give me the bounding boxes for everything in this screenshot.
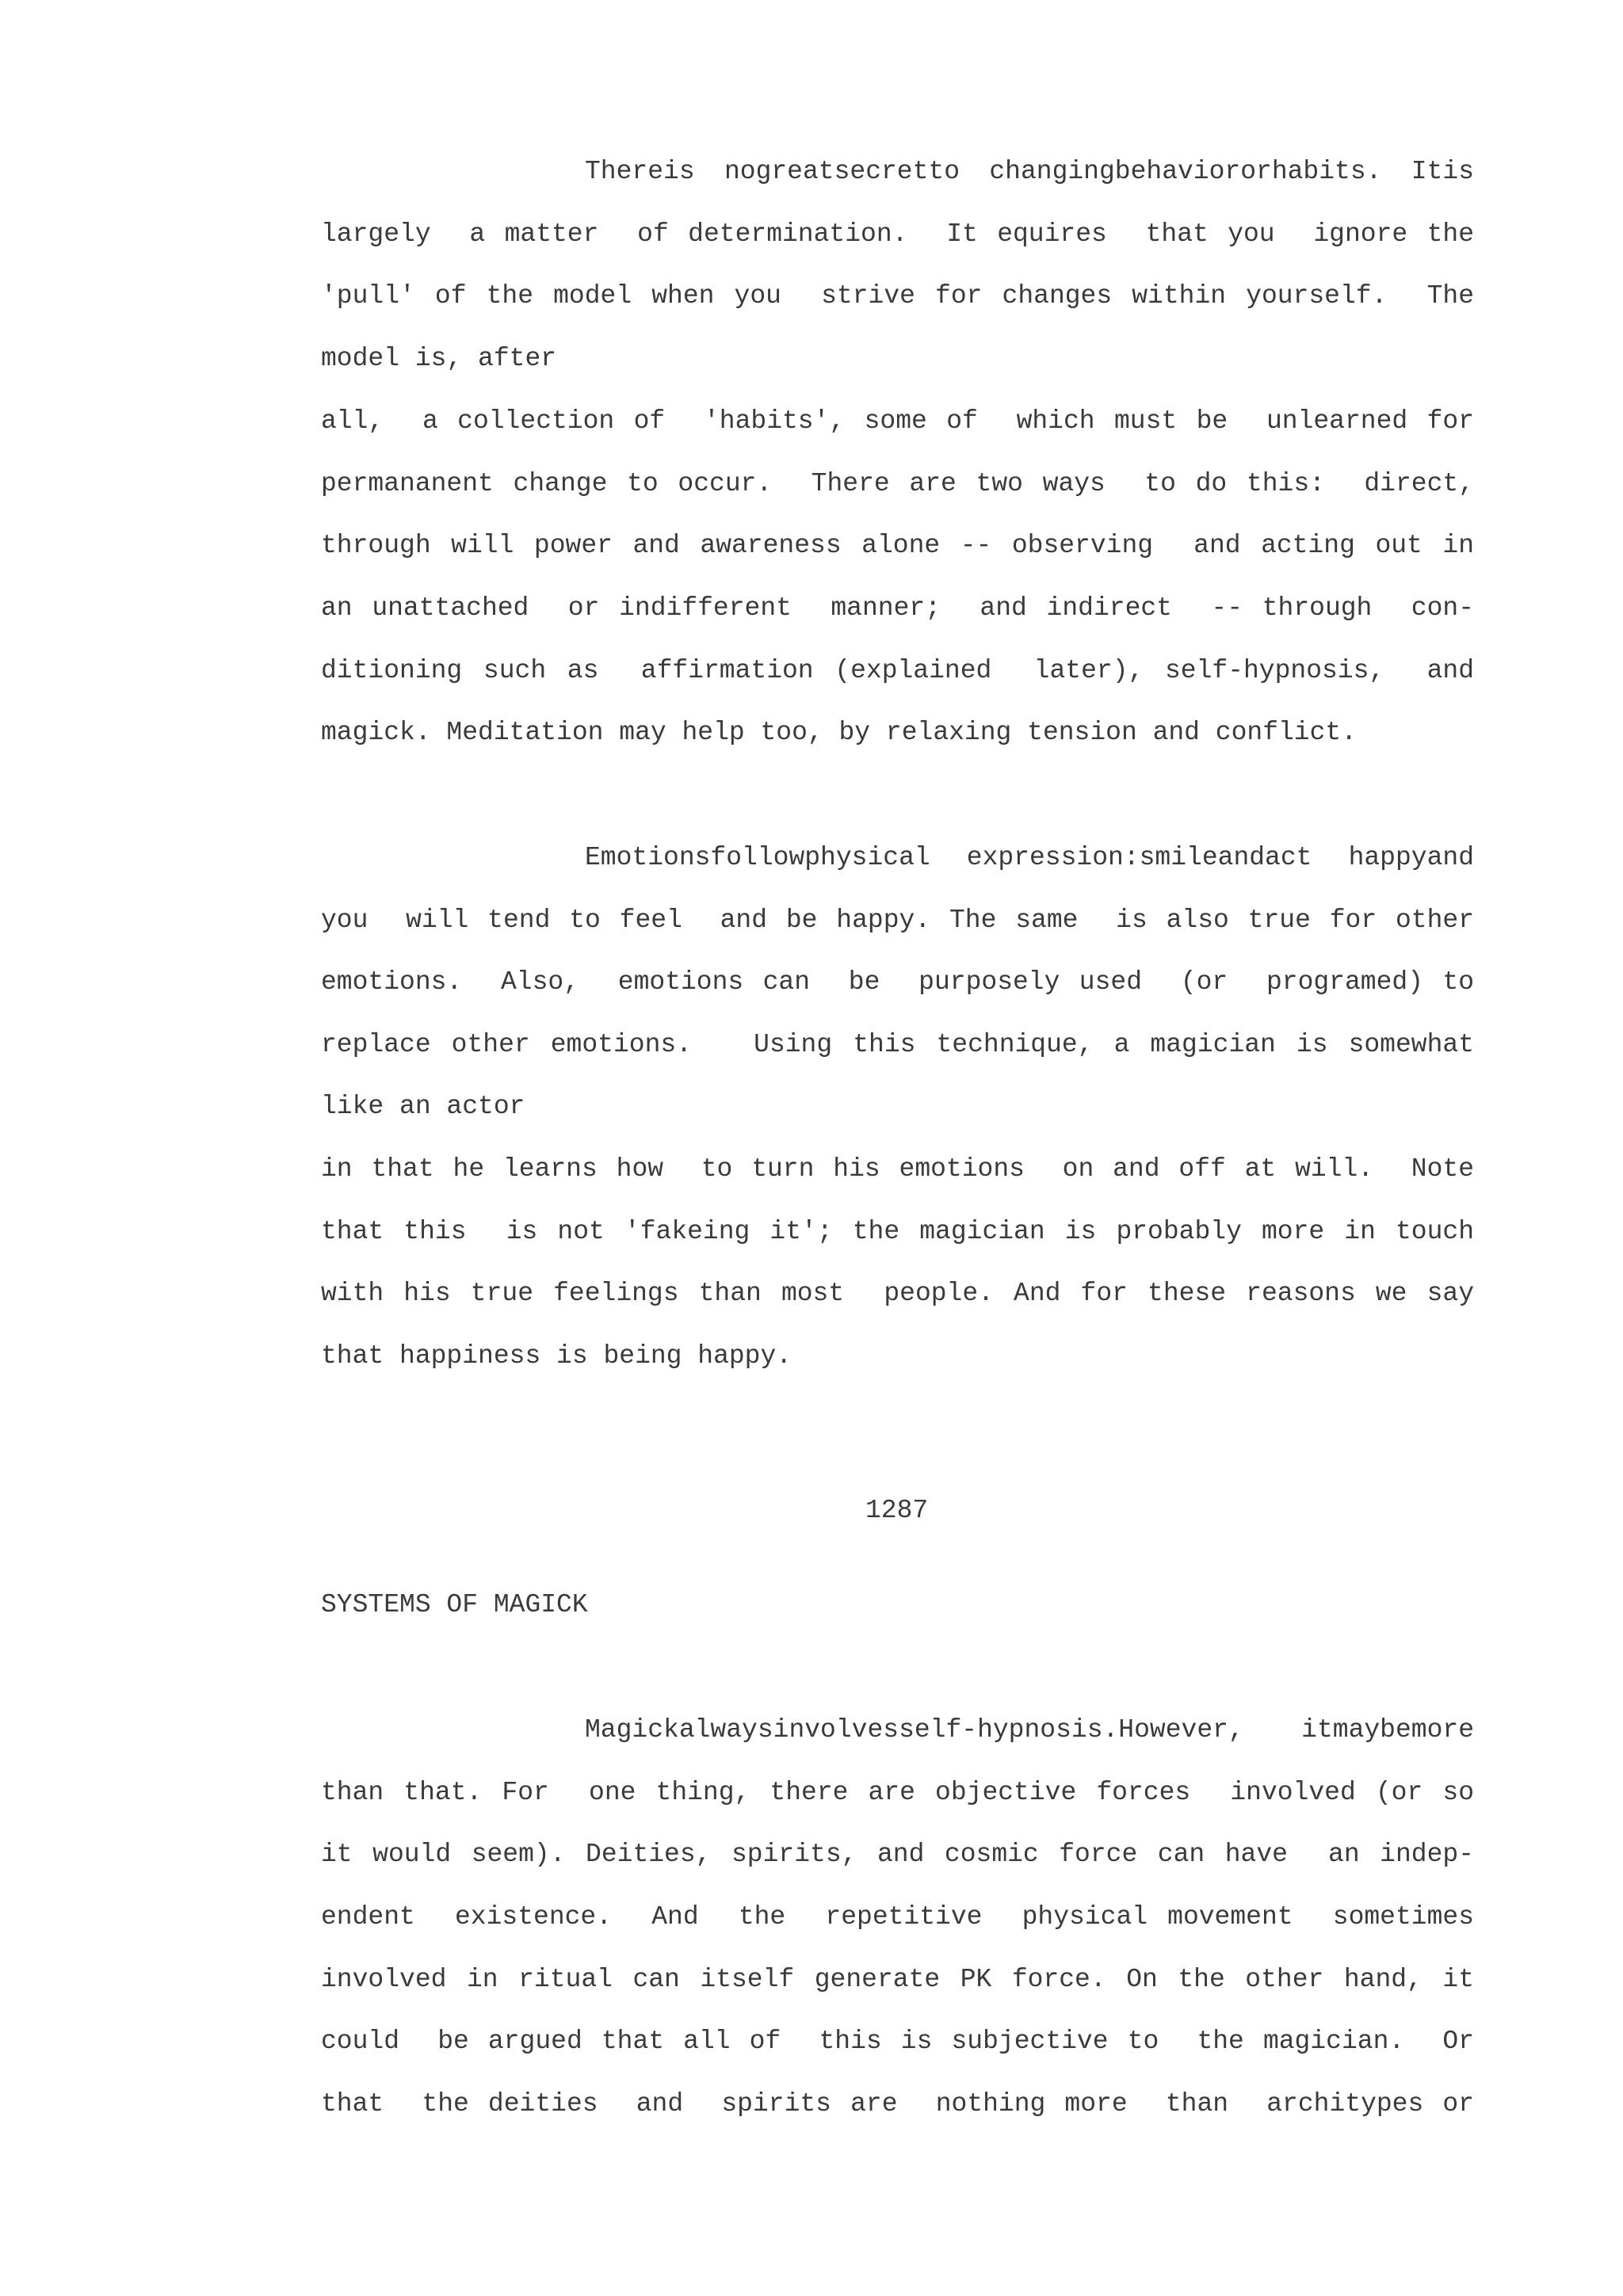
paragraph-3-line-4: endent existence. And the repetitive physical movement sometimes: [321, 1902, 1474, 1932]
paragraph-2-line-9: that happiness is being happy.: [321, 1341, 792, 1371]
paragraph-2-line-4: replace other emotions. Using this technique, a magician is somewhat: [321, 1030, 1474, 1059]
paragraph-3-line-3: it would seem). Deities, spirits, and cosmic force can have an indep-: [321, 1840, 1474, 1869]
paragraph-1-line-3: 'pull' of the model when you strive for changes within yourself. The: [321, 281, 1474, 311]
paragraph-2-line-8: with his true feelings than most people. And for these reasons we say: [321, 1279, 1474, 1308]
paragraph-2-line-2: you will tend to feel and be happy. The same is also true for other: [321, 906, 1474, 935]
paragraph-2-line-3: emotions. Also, emotions can be purposely used (or programed) to: [321, 967, 1474, 997]
page-number: 1287: [865, 1496, 929, 1525]
paragraph-1-line-1: Thereis nogreatsecretto changingbehaviororhabits. Itis: [585, 157, 1474, 186]
paragraph-1-line-2: largely a matter of determination. It equires that you ignore the: [321, 219, 1474, 249]
paragraph-3-line-6: could be argued that all of this is subjective to the magician. Or: [321, 2027, 1474, 2056]
paragraph-3-line-5: involved in ritual can itself generate PK force. On the other hand, it: [321, 1965, 1474, 1994]
paragraph-2-line-6: in that he learns how to turn his emotions on and off at will. Note: [321, 1154, 1474, 1184]
paragraph-3-line-7: that the deities and spirits are nothing more than architypes or: [321, 2089, 1474, 2119]
paragraph-1-line-8: an unattached or indifferent manner; and indirect -- through con-: [321, 593, 1474, 623]
paragraph-1-line-9: ditioning such as affirmation (explained later), self-hypnosis, and: [321, 656, 1474, 685]
paragraph-2-line-5: like an actor: [321, 1092, 525, 1121]
paragraph-1-line-6: permananent change to occur. There are two ways to do this: direct,: [321, 469, 1474, 498]
paragraph-3-line-1: Magickalwaysinvolvesself-hypnosis.However, itmaybemore: [585, 1715, 1474, 1745]
paragraph-1-line-4: model is, after: [321, 344, 557, 373]
paragraph-1-line-5: all, a collection of 'habits', some of which must be unlearned for: [321, 406, 1474, 436]
paragraph-1-line-10: magick. Meditation may help too, by relaxing tension and conflict.: [321, 718, 1358, 747]
paragraph-3-line-2: than that. For one thing, there are objective forces involved (or so: [321, 1778, 1474, 1807]
paragraph-2-line-1: Emotionsfollowphysical expression:smileandact happyand: [585, 843, 1474, 872]
section-heading: SYSTEMS OF MAGICK: [321, 1590, 588, 1619]
paragraph-1-line-7: through will power and awareness alone -- observing and acting out in: [321, 531, 1474, 560]
paragraph-2-line-7: that this is not 'fakeing it'; the magician is probably more in touch: [321, 1217, 1474, 1246]
